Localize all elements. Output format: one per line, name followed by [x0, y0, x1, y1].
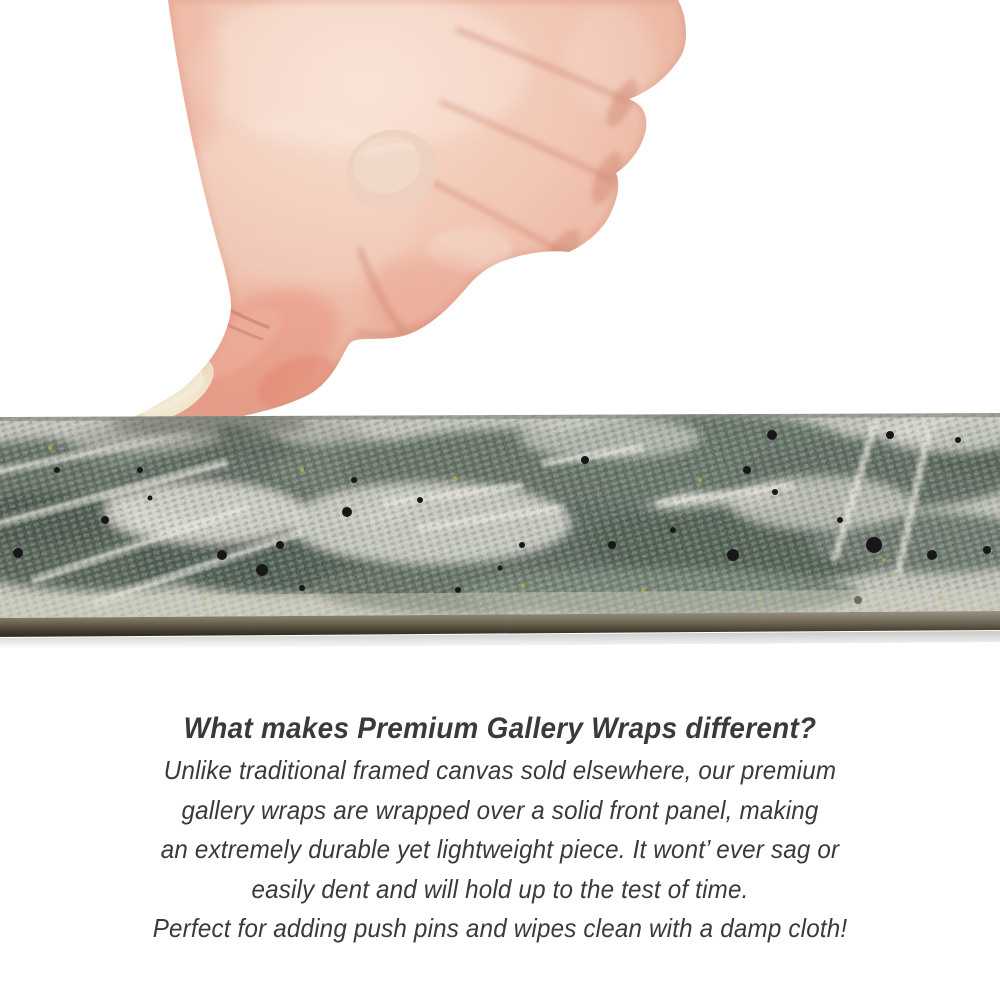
copy-line: an extremely durable yet lightweight piece. It wont’ ever sag or [160, 834, 840, 864]
copy-line: gallery wraps are wrapped over a solid front panel, making [181, 794, 819, 825]
canvas-strip-photo [0, 408, 1000, 648]
hand-photo [0, 0, 700, 432]
copy-line: Unlike traditional framed canvas sold elsewhere, our premium [163, 755, 837, 785]
copy-line: Perfect for adding push pins and wipes clean with a damp cloth! [152, 913, 848, 943]
copy-heading: What makes Premium Gallery Wraps different? [183, 712, 817, 745]
copy-line: easily dent and will hold up to the test of time. [251, 873, 749, 904]
marketing-copy [35, 707, 965, 949]
